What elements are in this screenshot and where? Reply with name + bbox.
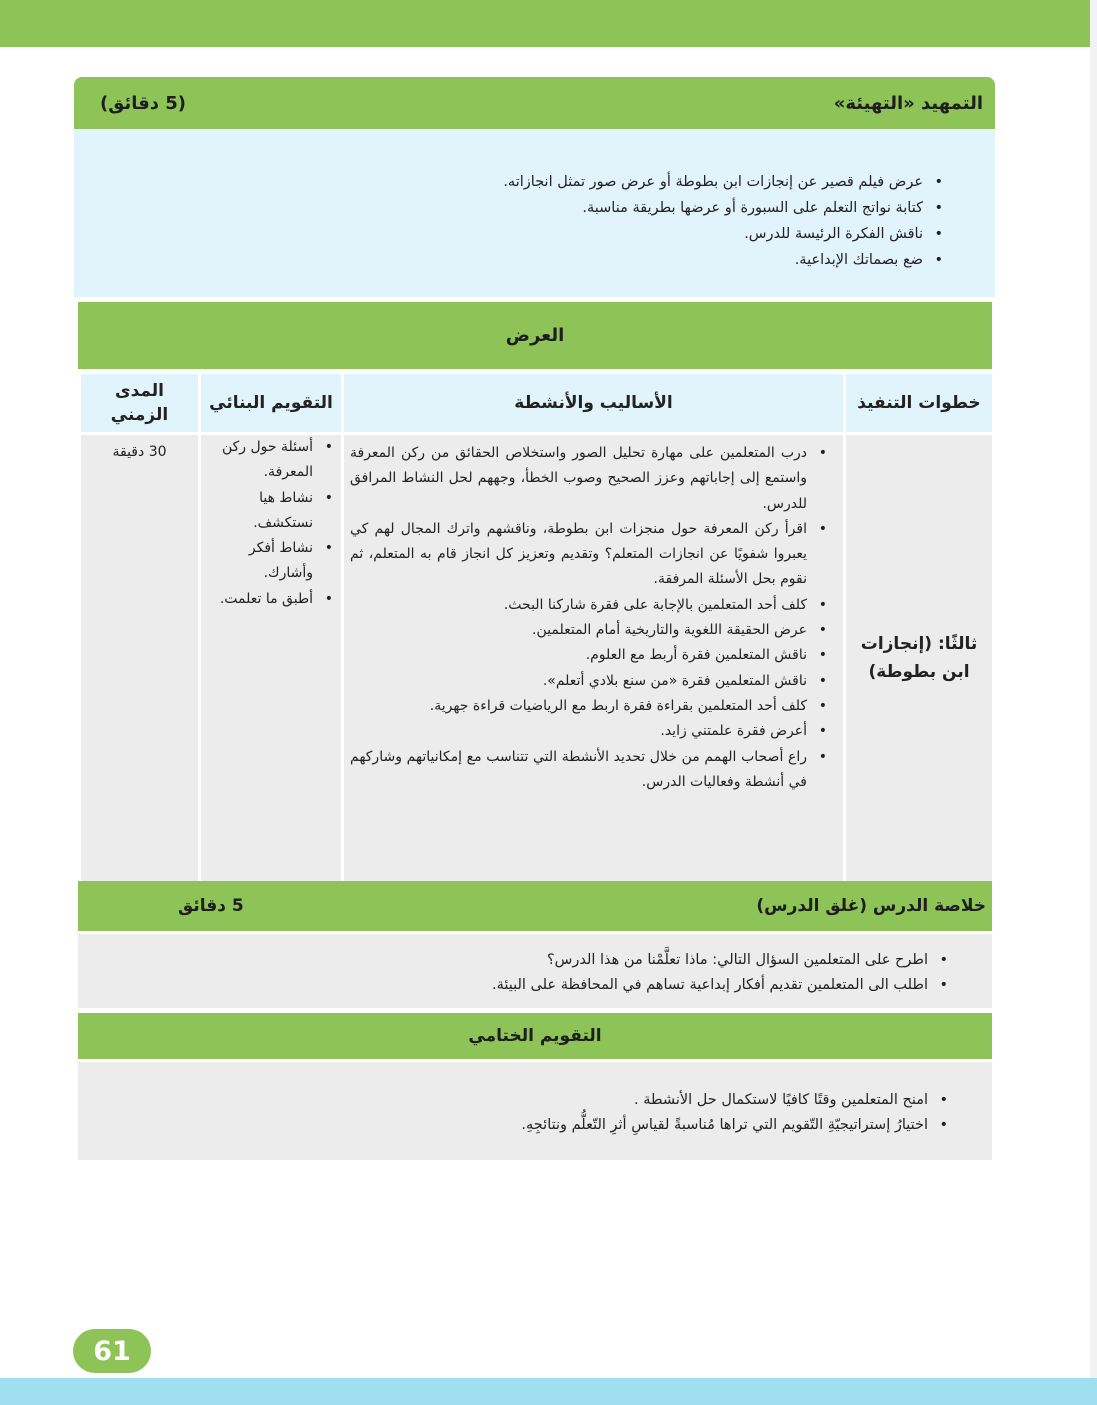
header-evaluation: التقويم البنائي (200, 373, 343, 434)
list-item: • أسئلة حول ركن المعرفة. (201, 435, 341, 486)
list-item: • درب المتعلمين على مهارة تحليل الصور واستخلاص الحقائق من ركن المعرفة واستمع إلى إجاباتهم وعزز الصحيح وصوب الخطأ، وجههم لحل النشاط المرافق للدرس. (350, 441, 835, 517)
table-row (80, 434, 994, 883)
list-item: • أطبق ما تعلمت. (201, 587, 341, 612)
intro-list (503, 169, 951, 273)
list-item: • كلف أحد المتعلمين بالإجابة على فقرة شاركنا البحث. (350, 593, 835, 618)
list-item: • اقرأ ركن المعرفة حول منجزات ابن بطوطة، وناقشهم واترك المجال لهم كي يعبروا شفويًا عن انجازات المتعلم؟ وتقديم وتعزيز كل انجاز قام به المتعلم، ثم نقوم بحل الأسئلة المرفقة. (350, 517, 835, 593)
list-item: • نشاط أفكر وأشارك. (201, 536, 341, 587)
duration-cell (80, 434, 200, 883)
list-item: • ناقش المتعلمين فقرة أربط مع العلوم. (350, 643, 835, 668)
page-number (73, 1329, 151, 1373)
step-cell (845, 434, 994, 883)
list-item: • كتابة نواتج التعلم على السبورة أو عرضها بطريقة مناسبة. (503, 195, 951, 221)
summary-duration: 5 دقائق (178, 896, 244, 916)
step-label: ثالثًا: (إنجازات ابن بطوطة) (860, 634, 978, 682)
evaluation-cell (200, 434, 343, 883)
list-item: • امنح المتعلمين وقتًا كافيًا لاستكمال حل الأنشطة . (521, 1088, 956, 1113)
summary-header (78, 881, 992, 931)
final-eval-box (78, 1062, 992, 1160)
summary-title: خلاصة الدرس (غلق الدرس) (756, 896, 986, 916)
summary-box (78, 934, 992, 1008)
final-eval-title: التقويم الختامي (468, 1026, 602, 1046)
list-item: • نشاط هيا نستكشف. (201, 486, 341, 537)
list-item: • اطلب الى المتعلمين تقديم أفكار إبداعية تساهم في المحافظة على البيئة. (492, 973, 956, 998)
list-item: • اختيارُ إستراتيجيّةِ التّقويم التي تراها مُناسبةً لقياسِ أثرِ التّعلُّم ونتائجِهِ. (521, 1113, 956, 1138)
list-item: • ناقش الفكرة الرئيسة للدرس. (503, 221, 951, 247)
final-eval-header (78, 1013, 992, 1059)
bottom-bar (0, 1378, 1097, 1405)
list-item: • راع أصحاب الهمم من خلال تحديد الأنشطة التي تتناسب مع إمكانياتهم وشاركهم في أنشطة وفعاليات الدرس. (350, 745, 835, 796)
intro-header (74, 77, 995, 129)
right-edge-strip (1090, 0, 1097, 1378)
list-item: • ناقش المتعلمين فقرة «من سنع بلادي أتعلم». (350, 669, 835, 694)
activities-cell (343, 434, 845, 883)
top-bar (0, 0, 1090, 47)
intro-title: التمهيد «التهيئة» (833, 92, 983, 114)
intro-duration: (5 دقائق) (100, 92, 187, 114)
duration-value: 30 دقيقة (112, 444, 167, 460)
intro-box (74, 129, 995, 297)
presentation-title: العرض (505, 325, 565, 346)
list-item: • عرض فيلم قصير عن إنجازات ابن بطوطة أو عرض صور تمثل انجازاته. (503, 169, 951, 195)
presentation-header (78, 302, 992, 369)
list-item: • اطرح على المتعلمين السؤال التالي: ماذا تعلَّمْنا من هذا الدرس؟ (492, 948, 956, 973)
table-header-row (80, 373, 994, 434)
final-eval-list (521, 1088, 956, 1138)
list-item: • عرض الحقيقة اللغوية والتاريخية أمام المتعلمين. (350, 618, 835, 643)
evaluation-list (201, 435, 341, 612)
summary-list (492, 948, 956, 998)
list-item: • كلف أحد المتعلمين بقراءة فقرة اربط مع الرياضيات قراءة جهرية. (350, 694, 835, 719)
presentation-table (78, 371, 995, 884)
header-duration (80, 373, 200, 434)
header-activities: الأساليب والأنشطة (343, 373, 845, 434)
header-duration-label: المدى الزمني (110, 381, 169, 425)
header-steps: خطوات التنفيذ (845, 373, 994, 434)
list-item: • ضع بصماتك الإبداعية. (503, 247, 951, 273)
activities-list (350, 441, 835, 795)
list-item: • أعرض فقرة علمتني زايد. (350, 719, 835, 744)
page-number-label: 61 (93, 1335, 131, 1367)
